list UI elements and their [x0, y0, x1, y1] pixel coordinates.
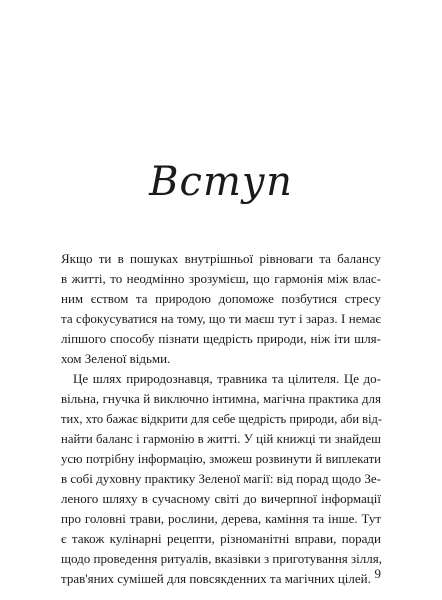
text-line: в житті, то неодмінно зрозумієш, що гармонія між влас- [61, 271, 381, 286]
text-line: в собі духовну практику Зеленої магії: від порад щодо Зе- [61, 471, 381, 486]
text-line: трав'яних сумішей для повсякденних та магічних цілей. [61, 571, 371, 586]
text-line: щодо проведення ритуалів, вказівки з приготування зілля, [61, 551, 382, 566]
text-line: про головні трави, рослини, дерева, каміння та інше. Тут [61, 511, 381, 526]
chapter-title: Вступ [149, 159, 293, 205]
body-text [61, 249, 381, 589]
text-line: ліпшого способу пізнати щедрість природи, ніж іти шля- [61, 331, 381, 346]
text-line: тих, хто бажає відкрити для себе щедрість природи, аби від- [61, 412, 383, 426]
text-line: Це шлях природознавця, травника та цілителя. Це до- [73, 371, 381, 386]
text-line: ним єством та природою допоможе позбутися стресу [61, 291, 381, 306]
text-line: найти баланс і гармонію в житті. У цій книжці ти знайдеш [61, 432, 381, 446]
text-line: та сфокусуватися на тому, що ти маєш тут і зараз. І немає [61, 311, 381, 326]
page-number: 9 [374, 566, 381, 581]
text-line: усю потрібну інформацію, зможеш розвинути й виплекати [61, 452, 381, 466]
text-line: Якщо ти в пошуках внутрішньої рівноваги та балансу [61, 251, 381, 266]
text-line: вільна, гнучка й виключно інтимна, магічна практика для [61, 391, 381, 406]
text-line: хом Зеленої відьми. [61, 351, 171, 366]
text-line: леного шляху в сучасному світі до вичерпної інформації [61, 491, 381, 506]
text-line: є також кулінарні рецепти, різноманітні вправи, поради [61, 531, 381, 546]
